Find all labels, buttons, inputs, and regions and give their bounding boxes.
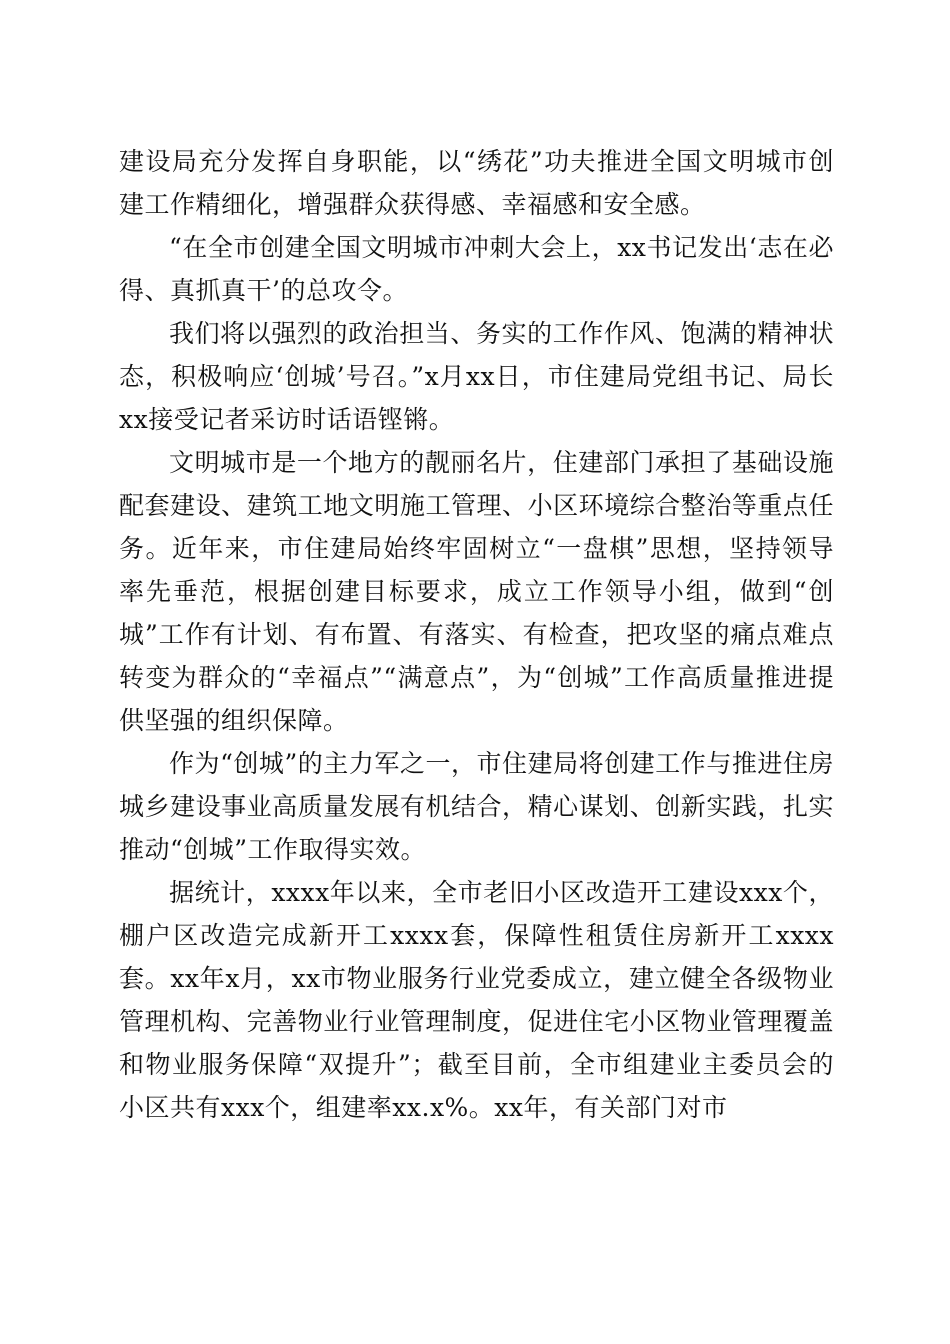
paragraph-civilized-city: 文明城市是一个地方的靓丽名片，住建部门承担了基础设施配套建设、建筑工地文明施工管理、小区环境综合整治等重点任务。近年来，市住建局始终牢固树立“一盘棋”思想，坚持领导率先垂范，根据创建目标要求，成立工作领导小组，做到“创城”工作有计划、有布置、有落实、有检查，把攻坚的痛点难点转变为群众的“幸福点”“满意点”，为“创城”工作高质量推进提供坚强的组织保障。 [119, 448, 834, 735]
paragraph-quote-end: 我们将以强烈的政治担当、务实的工作作风、饱满的精神状态，积极响应‘创城’号召。”x月xx日，市住建局党组书记、局长xx接受记者采访时话语铿锵。 [119, 319, 834, 434]
paragraph-main-force: 作为“创城”的主力军之一，市住建局将创建工作与推进住房城乡建设事业高质量发展有机结合，精心谋划、创新实践，扎实推动“创城”工作取得实效。 [119, 749, 834, 864]
paragraph-quote-start: “在全市创建全国文明城市冲刺大会上，xx书记发出‘志在必得、真抓真干’的总攻令。 [119, 233, 834, 305]
document-body [119, 140, 834, 1129]
paragraph-statistics: 据统计，xxxx年以来，全市老旧小区改造开工建设xxx个，棚户区改造完成新开工xxxx套，保障性租赁住房新开工xxxx套。xx年x月，xx市物业服务行业党委成立，建立健全各级物业管理机构、完善物业行业管理制度，促进住宅小区物业管理覆盖和物业服务保障“双提升”；截至目前，全市组建业主委员会的小区共有xxx个，组建率xx.x%。xx年，有关部门对市 [119, 878, 834, 1122]
paragraph-continuation: 建设局充分发挥自身职能，以“绣花”功夫推进全国文明城市创建工作精细化，增强群众获得感、幸福感和安全感。 [119, 147, 834, 219]
